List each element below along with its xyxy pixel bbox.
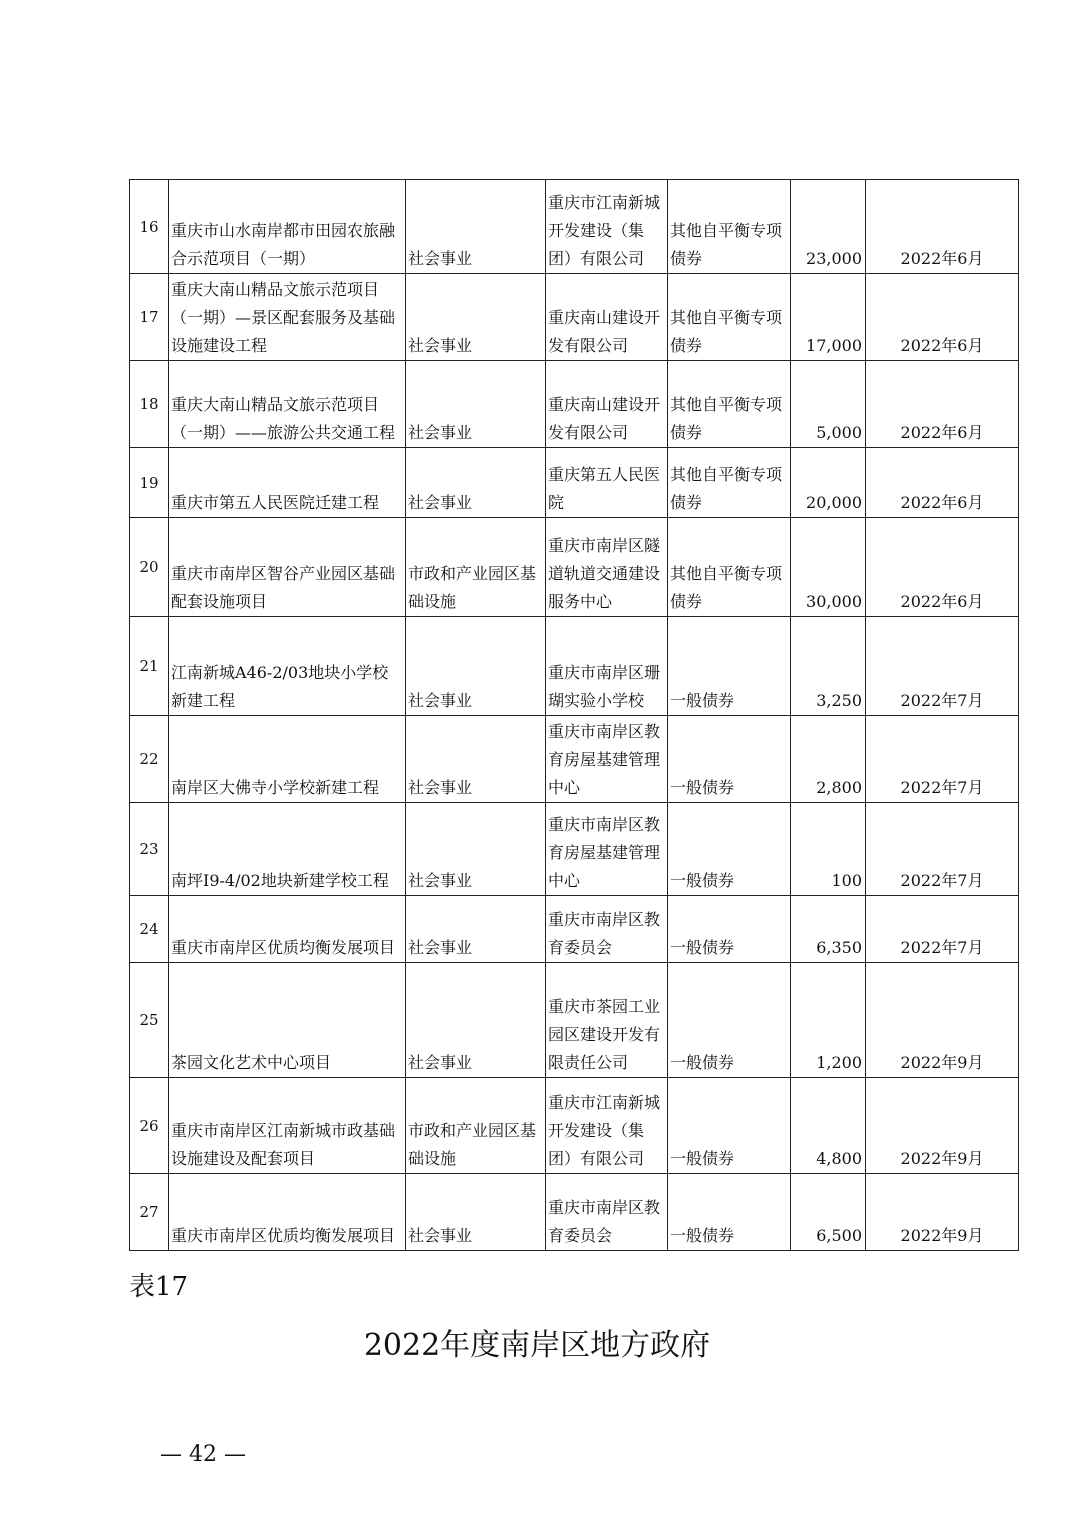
bond-amount: 17,000 xyxy=(791,274,866,361)
implementing-unit: 重庆南山建设开发有限公司 xyxy=(546,361,668,448)
row-number: 25 xyxy=(130,963,169,1078)
project-category: 市政和产业园区基础设施 xyxy=(406,518,546,617)
issue-date: 2022年6月 xyxy=(866,274,1019,361)
bond-amount: 1,200 xyxy=(791,963,866,1078)
project-category: 市政和产业园区基础设施 xyxy=(406,1078,546,1174)
issue-date: 2022年9月 xyxy=(866,963,1019,1078)
bond-amount: 23,000 xyxy=(791,180,866,274)
bond-amount: 30,000 xyxy=(791,518,866,617)
project-category: 社会事业 xyxy=(406,963,546,1078)
implementing-unit: 重庆南山建设开发有限公司 xyxy=(546,274,668,361)
table-row xyxy=(130,361,1019,448)
issue-date: 2022年9月 xyxy=(866,1078,1019,1174)
project-name: 南坪I9-4/02地块新建学校工程 xyxy=(169,803,406,896)
row-number: 21 xyxy=(130,617,169,716)
bond-type: 一般债券 xyxy=(668,963,791,1078)
implementing-unit: 重庆市江南新城开发建设（集团）有限公司 xyxy=(546,1078,668,1174)
table-row xyxy=(130,896,1019,963)
implementing-unit: 重庆市茶园工业园区建设开发有限责任公司 xyxy=(546,963,668,1078)
bond-type: 其他自平衡专项债券 xyxy=(668,361,791,448)
row-number: 27 xyxy=(130,1174,169,1251)
section-title: 2022年度南岸区地方政府 xyxy=(363,1328,711,1363)
project-name: 重庆大南山精品文旅示范项目（一期）—景区配套服务及基础设施建设工程 xyxy=(169,274,406,361)
project-name: 重庆市南岸区江南新城市政基础设施建设及配套项目 xyxy=(169,1078,406,1174)
row-number: 17 xyxy=(130,274,169,361)
row-number: 26 xyxy=(130,1078,169,1174)
issue-date: 2022年7月 xyxy=(866,896,1019,963)
project-category: 社会事业 xyxy=(406,617,546,716)
table-row xyxy=(130,1174,1019,1251)
bond-type: 一般债券 xyxy=(668,896,791,963)
implementing-unit: 重庆市南岸区教育房屋基建管理中心 xyxy=(546,803,668,896)
project-category: 社会事业 xyxy=(406,274,546,361)
issue-date: 2022年9月 xyxy=(866,1174,1019,1251)
bond-amount: 5,000 xyxy=(791,361,866,448)
bond-amount: 20,000 xyxy=(791,448,866,518)
table-row xyxy=(130,617,1019,716)
project-name: 南岸区大佛寺小学校新建工程 xyxy=(169,716,406,803)
bond-amount: 2,800 xyxy=(791,716,866,803)
project-category: 社会事业 xyxy=(406,896,546,963)
project-name: 重庆大南山精品文旅示范项目（一期）——旅游公共交通工程 xyxy=(169,361,406,448)
project-category: 社会事业 xyxy=(406,1174,546,1251)
implementing-unit: 重庆市南岸区教育房屋基建管理中心 xyxy=(546,716,668,803)
bond-type: 其他自平衡专项债券 xyxy=(668,518,791,617)
issue-date: 2022年6月 xyxy=(866,361,1019,448)
project-category: 社会事业 xyxy=(406,448,546,518)
bond-type: 其他自平衡专项债券 xyxy=(668,274,791,361)
project-name: 重庆市南岸区智谷产业园区基础配套设施项目 xyxy=(169,518,406,617)
row-number: 16 xyxy=(130,180,169,274)
project-name: 江南新城A46-2/03地块小学校新建工程 xyxy=(169,617,406,716)
table-row xyxy=(130,518,1019,617)
bond-type: 一般债券 xyxy=(668,1078,791,1174)
table-row xyxy=(130,448,1019,518)
bond-type: 一般债券 xyxy=(668,716,791,803)
issue-date: 2022年6月 xyxy=(866,180,1019,274)
project-name: 重庆市南岸区优质均衡发展项目 xyxy=(169,896,406,963)
project-name: 茶园文化艺术中心项目 xyxy=(169,963,406,1078)
project-category: 社会事业 xyxy=(406,180,546,274)
bond-type: 其他自平衡专项债券 xyxy=(668,448,791,518)
project-name: 重庆市山水南岸都市田园农旅融合示范项目（一期） xyxy=(169,180,406,274)
bond-type: 一般债券 xyxy=(668,803,791,896)
table-row xyxy=(130,274,1019,361)
implementing-unit: 重庆市南岸区珊瑚实验小学校 xyxy=(546,617,668,716)
implementing-unit: 重庆市南岸区教育委员会 xyxy=(546,896,668,963)
table-row xyxy=(130,1078,1019,1174)
bond-amount: 6,500 xyxy=(791,1174,866,1251)
implementing-unit: 重庆市江南新城开发建设（集团）有限公司 xyxy=(546,180,668,274)
project-category: 社会事业 xyxy=(406,803,546,896)
table-row xyxy=(130,803,1019,896)
row-number: 19 xyxy=(130,448,169,518)
issue-date: 2022年7月 xyxy=(866,617,1019,716)
row-number: 22 xyxy=(130,716,169,803)
issue-date: 2022年6月 xyxy=(866,448,1019,518)
implementing-unit: 重庆第五人民医院 xyxy=(546,448,668,518)
issue-date: 2022年6月 xyxy=(866,518,1019,617)
table-row xyxy=(130,716,1019,803)
bond-type: 其他自平衡专项债券 xyxy=(668,180,791,274)
table-label: 表17 xyxy=(129,1272,189,1302)
row-number: 23 xyxy=(130,803,169,896)
bond-amount: 100 xyxy=(791,803,866,896)
table-row xyxy=(130,180,1019,274)
project-name: 重庆市南岸区优质均衡发展项目 xyxy=(169,1174,406,1251)
bond-type: 一般债券 xyxy=(668,1174,791,1251)
page-number: — 42 — xyxy=(160,1442,246,1467)
bond-amount: 6,350 xyxy=(791,896,866,963)
bond-type: 一般债券 xyxy=(668,617,791,716)
row-number: 20 xyxy=(130,518,169,617)
table-row xyxy=(130,963,1019,1078)
debt-project-table xyxy=(129,179,1019,1251)
project-category: 社会事业 xyxy=(406,361,546,448)
bond-amount: 4,800 xyxy=(791,1078,866,1174)
issue-date: 2022年7月 xyxy=(866,716,1019,803)
implementing-unit: 重庆市南岸区教育委员会 xyxy=(546,1174,668,1251)
row-number: 24 xyxy=(130,896,169,963)
issue-date: 2022年7月 xyxy=(866,803,1019,896)
bond-amount: 3,250 xyxy=(791,617,866,716)
project-name: 重庆市第五人民医院迁建工程 xyxy=(169,448,406,518)
implementing-unit: 重庆市南岸区隧道轨道交通建设服务中心 xyxy=(546,518,668,617)
project-category: 社会事业 xyxy=(406,716,546,803)
row-number: 18 xyxy=(130,361,169,448)
